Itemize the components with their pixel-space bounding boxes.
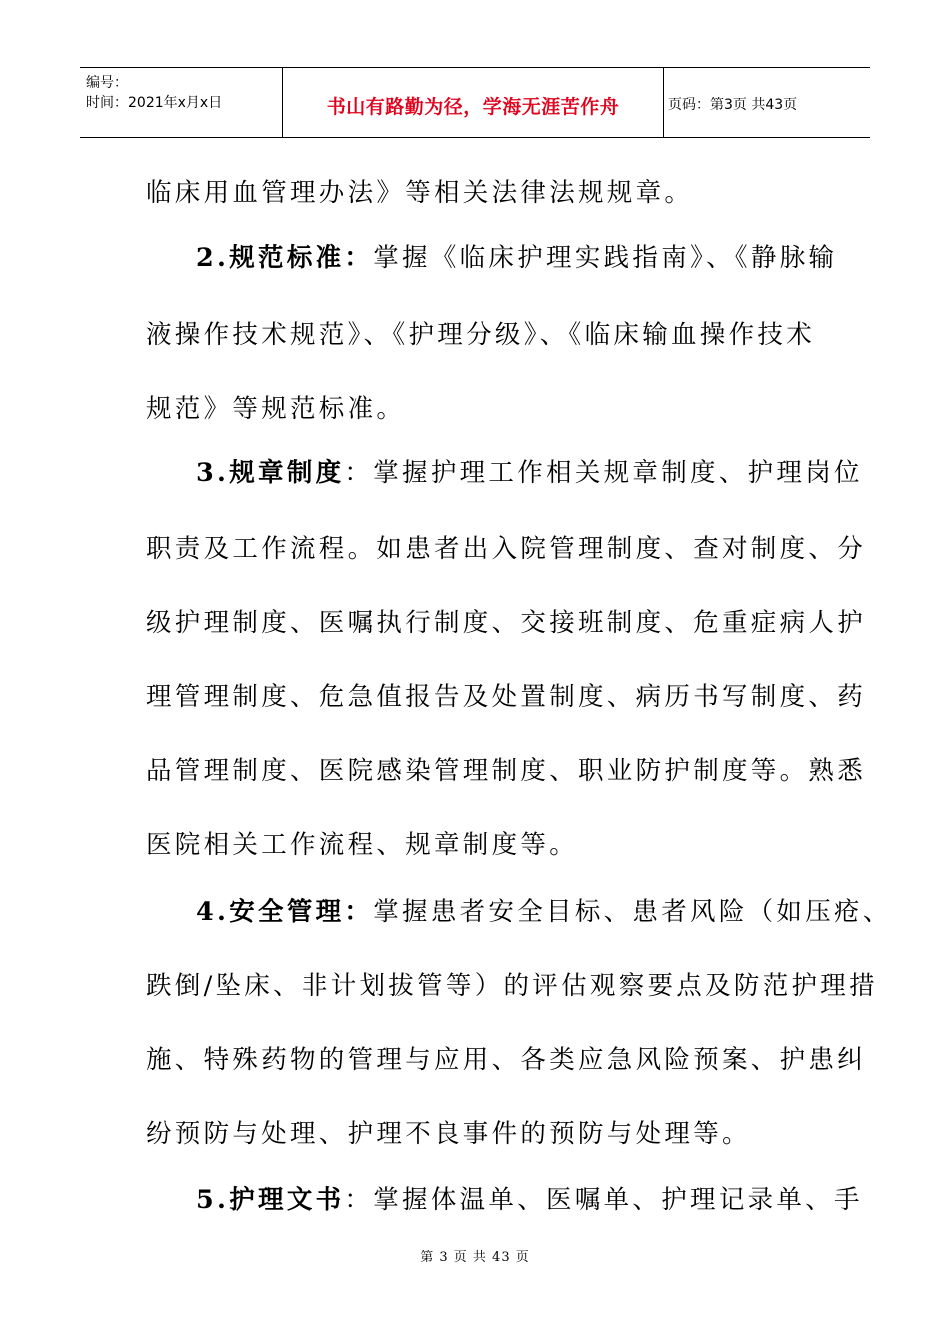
document-time-label: 时间：2021年x月x日: [86, 95, 223, 111]
header-motto: 书山有路勤为径，学海无涯苦作舟: [326, 96, 620, 118]
page-header: [80, 67, 870, 138]
body-line: [146, 315, 816, 351]
body-line: [146, 173, 806, 209]
heading-run: 3.规章制度: [196, 458, 345, 488]
text-run: 理管理制度、危急值报告及处置制度、病历书写制度、药: [146, 682, 867, 712]
heading-run: 5.护理文书: [196, 1185, 345, 1215]
body-line: [146, 966, 878, 1002]
body-line: [146, 825, 806, 861]
text-run: ：掌握体温单、医嘱单、护理记录单、手: [344, 1185, 863, 1215]
body-line: [196, 892, 892, 928]
header-left-cell: [80, 68, 283, 137]
header-right-cell: [664, 68, 870, 137]
text-run: 施、特殊药物的管理与应用、各类应急风险预案、护患纠: [146, 1045, 867, 1075]
body-line: [146, 389, 806, 425]
body-line: [196, 238, 856, 274]
body-line: [146, 529, 867, 565]
text-run: ：掌握护理工作相关规章制度、护理岗位: [344, 458, 863, 488]
text-run: 职责及工作流程。如患者出入院管理制度、查对制度、分: [146, 534, 867, 564]
body-line: [146, 1114, 806, 1150]
body-line: [196, 453, 863, 489]
body-line: [146, 751, 867, 787]
text-run: 临床用血管理办法》等相关法律法规规章。: [146, 178, 694, 208]
text-run: 掌握患者安全目标、患者风险（如压疮、: [373, 897, 892, 927]
text-run: 跌倒/坠床、非计划拔管等）的评估观察要点及防范护理措: [146, 971, 878, 1001]
heading-run: 2.规范标准：: [196, 243, 374, 273]
header-middle-cell: [283, 68, 664, 137]
body-line: [196, 1180, 863, 1216]
body-line: [146, 677, 867, 713]
text-run: 纷预防与处理、护理不良事件的预防与处理等。: [146, 1119, 751, 1149]
page-footer: 第 3 页 共 43 页: [420, 1250, 530, 1265]
text-run: 级护理制度、医嘱执行制度、交接班制度、危重症病人护: [146, 608, 867, 638]
text-run: 规范》等规范标准。: [146, 394, 406, 424]
document-number-label: 编号：: [86, 75, 128, 91]
text-run: 医院相关工作流程、规章制度等。: [146, 830, 579, 860]
text-run: 品管理制度、医院感染管理制度、职业防护制度等。熟悉: [146, 756, 867, 786]
body-line: [146, 603, 867, 639]
body-line: [146, 1040, 867, 1076]
heading-run: 4.安全管理：: [196, 897, 374, 927]
text-run: 液操作技术规范》、《护理分级》、《临床输血操作技术: [146, 320, 816, 350]
text-run: 掌握《临床护理实践指南》、《静脉输: [373, 243, 838, 273]
header-page-info: 页码：第3页 共43页: [668, 97, 798, 113]
